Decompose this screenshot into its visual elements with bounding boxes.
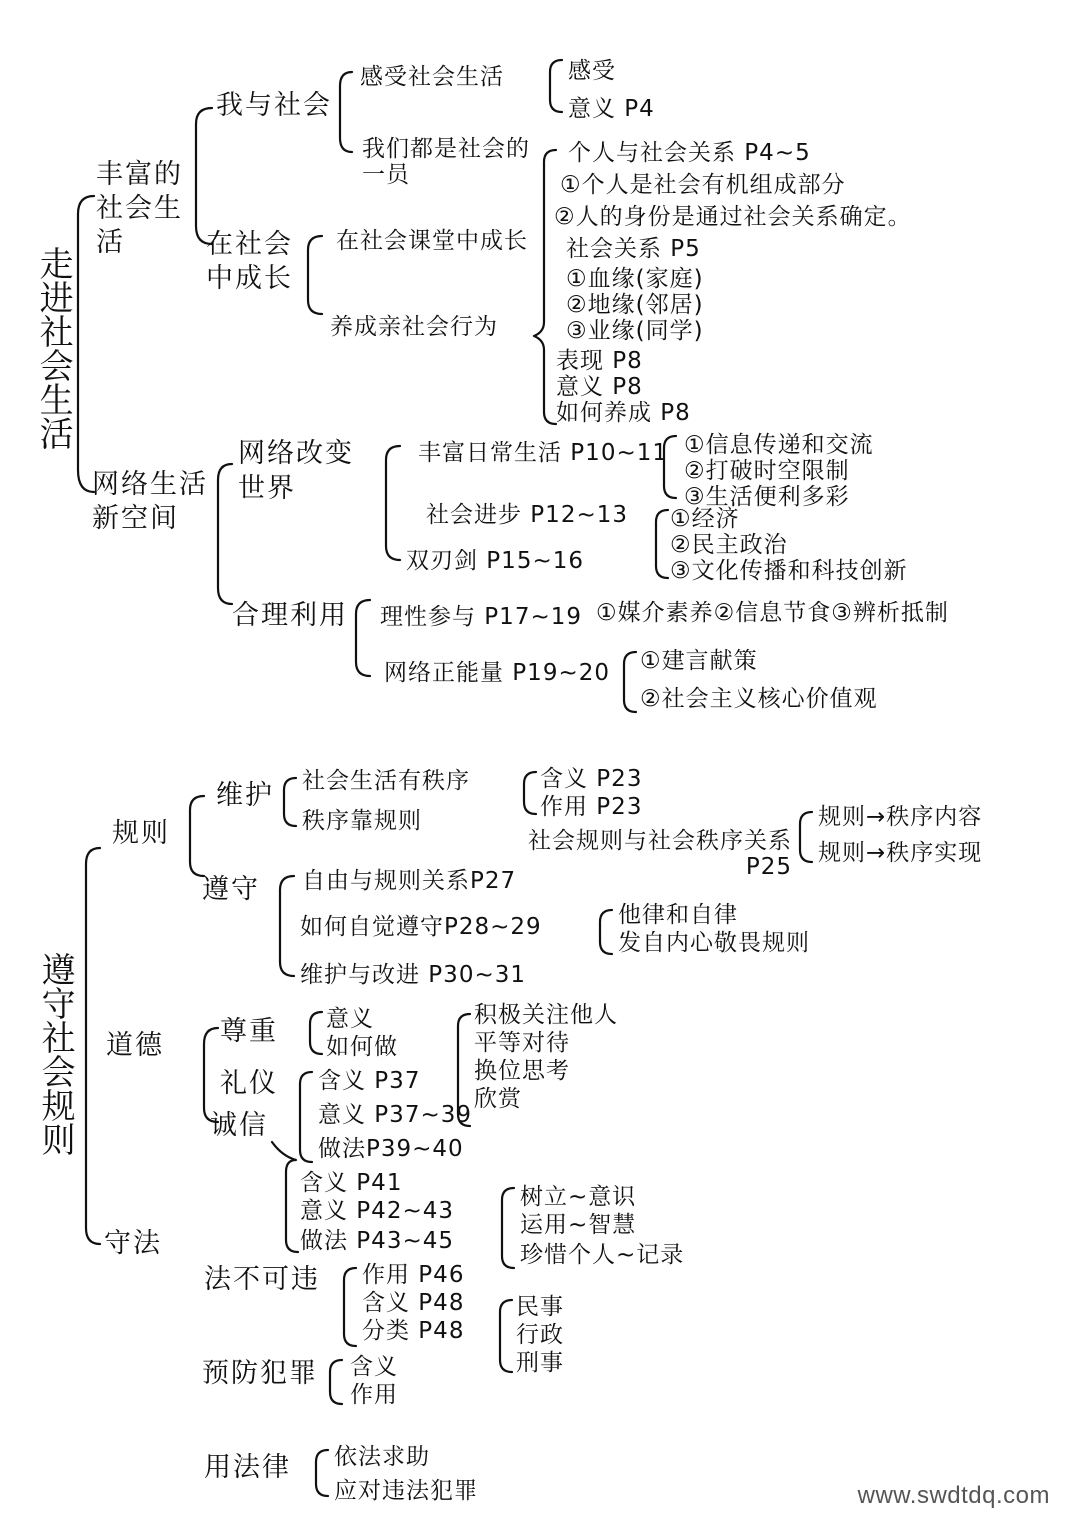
- branch-law: 守法: [104, 1228, 162, 1259]
- watermark: www.swdtdq.com: [857, 1482, 1050, 1509]
- leaf-prevent-meaning: 含义: [350, 1354, 398, 1380]
- leaf-life-convenience: ③生活便利多彩: [684, 484, 850, 510]
- leaf-integrity-practice: 做法 P43~45: [300, 1228, 454, 1254]
- branch-rich-social-life: 丰富的社会生活: [96, 159, 183, 258]
- node-we-are-members: 我们都是社会的一员: [362, 136, 530, 189]
- leaf-suggestions: ①建言献策: [640, 648, 758, 674]
- leaf-criminal: 刑事: [516, 1350, 564, 1376]
- leaf-individual-society-relation: 个人与社会关系 P4~5: [568, 140, 811, 166]
- branch-network-life: 网络生活新空间: [92, 469, 208, 534]
- leaf-rules-order-realize: 规则→秩序实现: [818, 840, 983, 866]
- leaf-info-exchange: ①信息传递和交流: [684, 432, 874, 458]
- leaf-respect-how: 如何做: [326, 1034, 398, 1060]
- leaf-rules-order-content: 规则→秩序内容: [818, 804, 983, 830]
- leaf-break-limits: ②打破时空限制: [684, 458, 850, 484]
- node-enrich-daily-life: 丰富日常生活 P10~11: [418, 440, 668, 466]
- leaf-relation-blood: ①血缘(家庭): [566, 266, 704, 292]
- leaf-deal-crime: 应对违法犯罪: [334, 1478, 478, 1504]
- node-obey: 遵守: [202, 874, 260, 905]
- leaf-seek-help: 依法求助: [334, 1444, 430, 1470]
- node-rules-order-relation: 社会规则与社会秩序关系 P25: [528, 828, 792, 881]
- leaf-point-1: ①个人是社会有机组成部分: [560, 172, 846, 198]
- node-social-classroom: 在社会课堂中成长: [336, 228, 528, 254]
- leaf-relation-geo: ②地缘(邻居): [566, 292, 704, 318]
- node-network-changes-world: 网络改变世界: [238, 438, 354, 505]
- leaf-respect-rules: 发自内心敬畏规则: [618, 930, 810, 956]
- node-freedom-rules: 自由与规则关系P27: [302, 868, 517, 894]
- node-maintain-improve: 维护与改进 P30~31: [300, 962, 526, 988]
- leaf-meaning-p23: 含义 P23: [540, 766, 643, 792]
- node-prosocial-behavior: 养成亲社会行为: [330, 314, 498, 340]
- node-social-progress: 社会进步 P12~13: [426, 502, 628, 528]
- node-order-by-rules: 秩序靠规则: [302, 808, 422, 834]
- branch-rules: 规则: [112, 818, 170, 849]
- node-feel-social-life: 感受社会生活: [360, 64, 504, 90]
- node-maintain: 维护: [216, 780, 274, 811]
- leaf-use-wisdom: 运用~智慧: [520, 1212, 637, 1238]
- leaf-function-p23: 作用 P23: [540, 794, 643, 820]
- leaf-law-function: 作用 P46: [362, 1262, 465, 1288]
- branch-morality: 道德: [106, 1030, 164, 1061]
- leaf-care-others: 积极关注他人: [474, 1002, 618, 1028]
- leaf-appreciate: 欣赏: [474, 1086, 522, 1112]
- node-rational-participation: 理性参与 P17~19: [380, 604, 582, 630]
- leaf-relation-work: ③业缘(同学): [566, 318, 704, 344]
- leaf-empathy: 换位思考: [474, 1058, 570, 1084]
- root-title-2: 遵守社会规则: [35, 952, 76, 1156]
- node-me-and-society: 我与社会: [216, 90, 332, 121]
- leaf-meaning-p8: 意义 P8: [556, 374, 643, 400]
- leaf-integrity-significance: 意义 P42~43: [300, 1198, 454, 1224]
- root-title-1: 走进社会生活: [33, 246, 74, 450]
- leaf-law-meaning: 含义 P48: [362, 1290, 465, 1316]
- leaf-integrity-meaning: 含义 P41: [300, 1170, 403, 1196]
- leaf-etiquette-significance: 意义 P37~39: [318, 1102, 472, 1128]
- leaf-etiquette-practice: 做法P39~40: [318, 1136, 464, 1162]
- leaf-cherish-record: 珍惜个人~记录: [520, 1242, 685, 1268]
- leaf-administrative: 行政: [516, 1322, 564, 1348]
- node-use-law: 用法律: [204, 1452, 291, 1483]
- leaf-culture-tech: ③文化传播和科技创新: [670, 558, 908, 584]
- leaf-economy: ①经济: [670, 506, 740, 532]
- leaf-respect-meaning: 意义: [326, 1006, 374, 1032]
- leaf-prevent-function: 作用: [350, 1382, 398, 1408]
- node-double-edged-sword: 双刃剑 P15~16: [406, 548, 584, 574]
- node-positive-energy: 网络正能量 P19~20: [384, 660, 610, 686]
- leaf-media-literacy: ①媒介素养②信息节食③辨析抵制: [596, 600, 949, 626]
- node-orderly-life: 社会生活有秩序: [302, 768, 470, 794]
- leaf-feel: 感受: [568, 58, 616, 84]
- node-law-inviolable: 法不可违: [204, 1264, 320, 1295]
- node-etiquette: 礼仪: [220, 1068, 278, 1099]
- leaf-civil: 民事: [516, 1294, 564, 1320]
- node-reasonable-use: 合理利用: [232, 600, 348, 631]
- leaf-performance-p8: 表现 P8: [556, 348, 643, 374]
- leaf-equal-treatment: 平等对待: [474, 1030, 570, 1056]
- leaf-heteronomy-autonomy: 他律和自律: [618, 902, 738, 928]
- leaf-social-relations-p5: 社会关系 P5: [566, 236, 701, 262]
- node-grow-in-society: 在社会中成长: [206, 229, 293, 294]
- leaf-meaning-p4: 意义 P4: [568, 96, 655, 122]
- node-prevent-crime: 预防犯罪: [202, 1358, 318, 1389]
- leaf-law-classification: 分类 P48: [362, 1318, 465, 1344]
- node-integrity: 诚信: [210, 1110, 268, 1141]
- node-how-to-obey: 如何自觉遵守P28~29: [300, 914, 542, 940]
- leaf-core-values: ②社会主义核心价值观: [640, 686, 878, 712]
- leaf-build-awareness: 树立~意识: [520, 1184, 637, 1210]
- node-respect: 尊重: [220, 1016, 278, 1047]
- leaf-etiquette-meaning: 含义 P37: [318, 1068, 421, 1094]
- leaf-democracy: ②民主政治: [670, 532, 788, 558]
- leaf-how-p8: 如何养成 P8: [556, 400, 691, 426]
- leaf-point-2: ②人的身份是通过社会关系确定。: [554, 204, 912, 230]
